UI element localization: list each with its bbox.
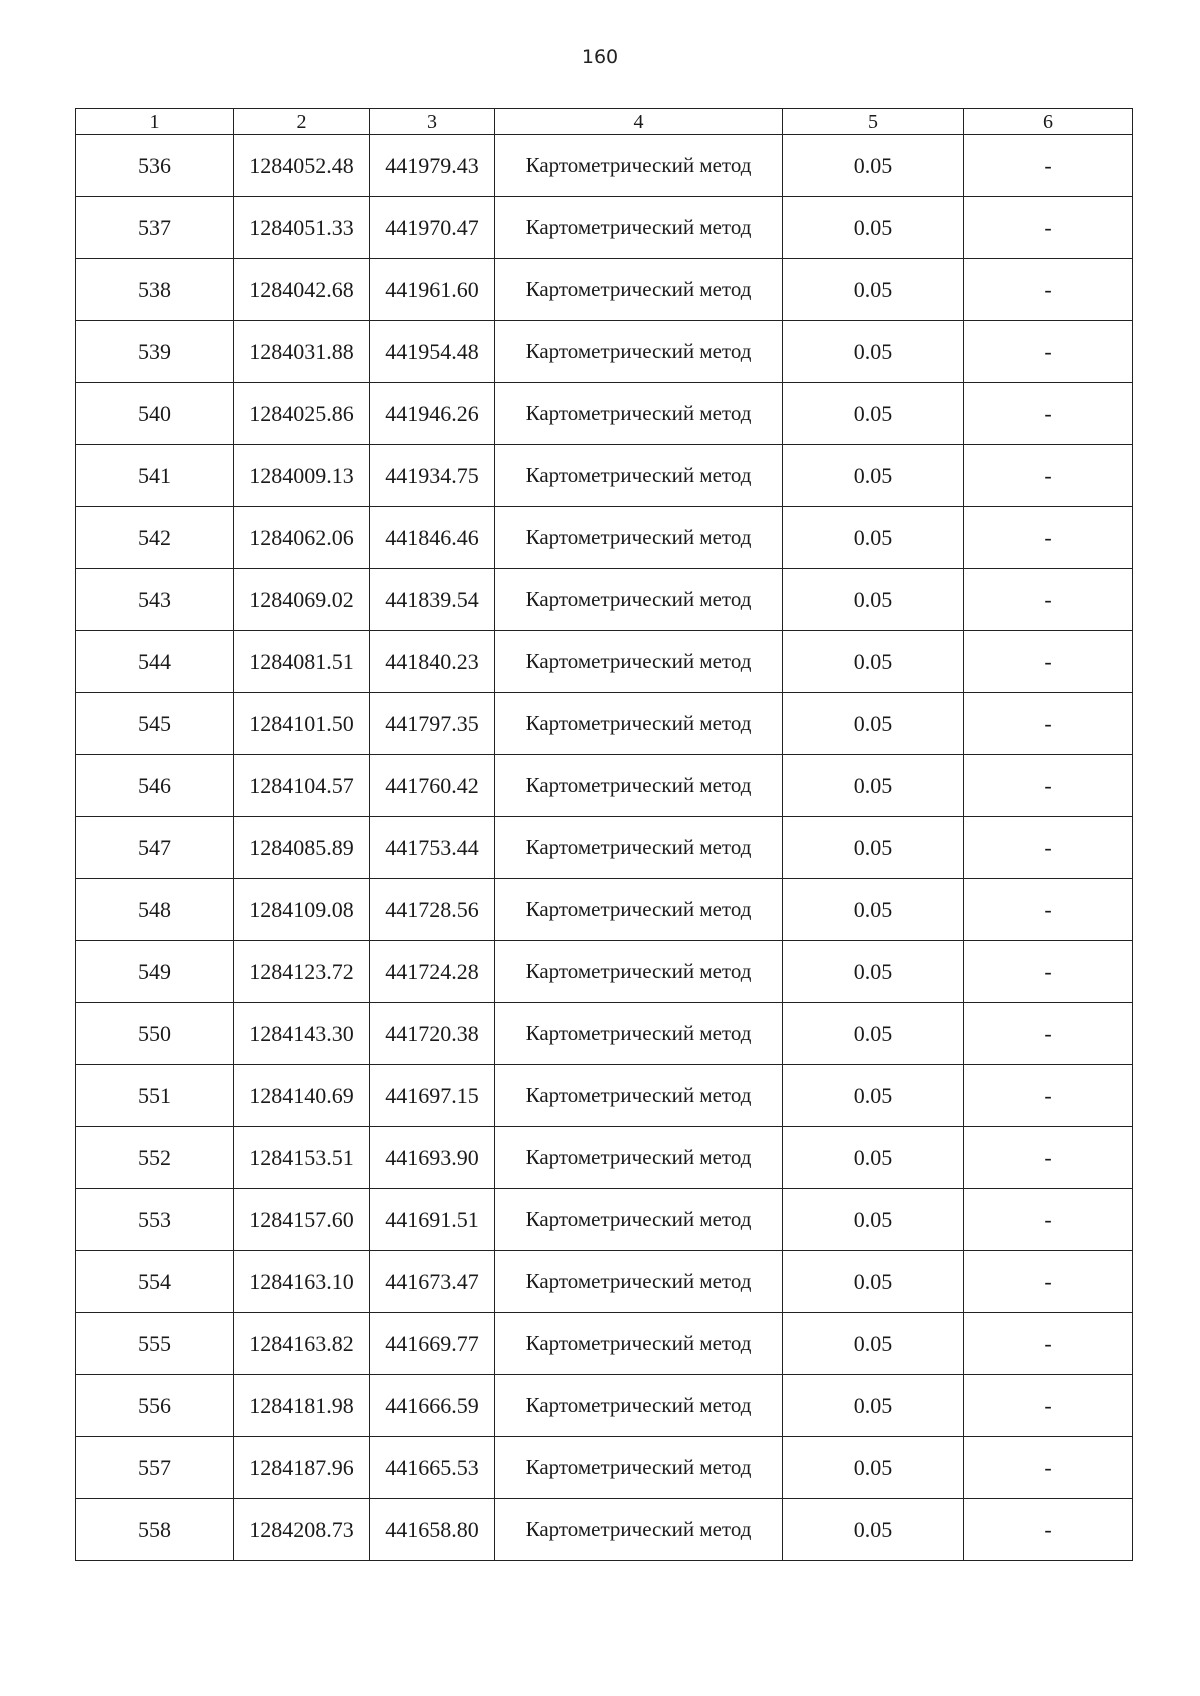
y-coordinate-cell: 441691.51 [370, 1189, 495, 1251]
accuracy-cell: 0.05 [783, 1189, 964, 1251]
table-row [76, 1313, 1133, 1375]
accuracy-cell: 0.05 [783, 259, 964, 321]
method-cell: Картометрический метод [495, 1313, 783, 1375]
note-cell: - [964, 631, 1133, 693]
y-coordinate-cell: 441720.38 [370, 1003, 495, 1065]
method-cell: Картометрический метод [495, 879, 783, 941]
note-cell: - [964, 569, 1133, 631]
point-number-cell: 554 [76, 1251, 234, 1313]
method-cell: Картометрический метод [495, 259, 783, 321]
method-cell: Картометрический метод [495, 1065, 783, 1127]
method-cell: Картометрический метод [495, 135, 783, 197]
method-cell: Картометрический метод [495, 1437, 783, 1499]
accuracy-cell: 0.05 [783, 941, 964, 1003]
accuracy-cell: 0.05 [783, 1003, 964, 1065]
x-coordinate-cell: 1284081.51 [234, 631, 370, 693]
accuracy-cell: 0.05 [783, 1065, 964, 1127]
note-cell: - [964, 1437, 1133, 1499]
method-cell: Картометрический метод [495, 1251, 783, 1313]
table-row [76, 755, 1133, 817]
accuracy-cell: 0.05 [783, 321, 964, 383]
accuracy-cell: 0.05 [783, 1251, 964, 1313]
column-header-6: 6 [964, 109, 1133, 135]
method-cell: Картометрический метод [495, 1189, 783, 1251]
point-number-cell: 547 [76, 817, 234, 879]
table-row [76, 1375, 1133, 1437]
x-coordinate-cell: 1284157.60 [234, 1189, 370, 1251]
point-number-cell: 539 [76, 321, 234, 383]
accuracy-cell: 0.05 [783, 1127, 964, 1189]
method-cell: Картометрический метод [495, 321, 783, 383]
x-coordinate-cell: 1284140.69 [234, 1065, 370, 1127]
table-row [76, 1251, 1133, 1313]
x-coordinate-cell: 1284143.30 [234, 1003, 370, 1065]
note-cell: - [964, 135, 1133, 197]
y-coordinate-cell: 441954.48 [370, 321, 495, 383]
table-row [76, 817, 1133, 879]
y-coordinate-cell: 441753.44 [370, 817, 495, 879]
note-cell: - [964, 817, 1133, 879]
point-number-cell: 545 [76, 693, 234, 755]
point-number-cell: 543 [76, 569, 234, 631]
x-coordinate-cell: 1284101.50 [234, 693, 370, 755]
note-cell: - [964, 445, 1133, 507]
point-number-cell: 541 [76, 445, 234, 507]
accuracy-cell: 0.05 [783, 1437, 964, 1499]
method-cell: Картометрический метод [495, 631, 783, 693]
accuracy-cell: 0.05 [783, 507, 964, 569]
note-cell: - [964, 879, 1133, 941]
point-number-cell: 555 [76, 1313, 234, 1375]
point-number-cell: 540 [76, 383, 234, 445]
column-header-5: 5 [783, 109, 964, 135]
note-cell: - [964, 1375, 1133, 1437]
x-coordinate-cell: 1284153.51 [234, 1127, 370, 1189]
note-cell: - [964, 1251, 1133, 1313]
x-coordinate-cell: 1284069.02 [234, 569, 370, 631]
x-coordinate-cell: 1284123.72 [234, 941, 370, 1003]
x-coordinate-cell: 1284181.98 [234, 1375, 370, 1437]
x-coordinate-cell: 1284042.68 [234, 259, 370, 321]
y-coordinate-cell: 441839.54 [370, 569, 495, 631]
point-number-cell: 558 [76, 1499, 234, 1561]
y-coordinate-cell: 441669.77 [370, 1313, 495, 1375]
table-header [76, 109, 1133, 135]
accuracy-cell: 0.05 [783, 755, 964, 817]
x-coordinate-cell: 1284052.48 [234, 135, 370, 197]
note-cell: - [964, 693, 1133, 755]
method-cell: Картометрический метод [495, 569, 783, 631]
method-cell: Картометрический метод [495, 755, 783, 817]
note-cell: - [964, 1189, 1133, 1251]
x-coordinate-cell: 1284208.73 [234, 1499, 370, 1561]
x-coordinate-cell: 1284062.06 [234, 507, 370, 569]
note-cell: - [964, 1003, 1133, 1065]
note-cell: - [964, 259, 1133, 321]
table-row [76, 1189, 1133, 1251]
point-number-cell: 544 [76, 631, 234, 693]
y-coordinate-cell: 441693.90 [370, 1127, 495, 1189]
point-number-cell: 542 [76, 507, 234, 569]
point-number-cell: 557 [76, 1437, 234, 1499]
y-coordinate-cell: 441797.35 [370, 693, 495, 755]
y-coordinate-cell: 441970.47 [370, 197, 495, 259]
table-row [76, 197, 1133, 259]
point-number-cell: 550 [76, 1003, 234, 1065]
y-coordinate-cell: 441728.56 [370, 879, 495, 941]
x-coordinate-cell: 1284031.88 [234, 321, 370, 383]
y-coordinate-cell: 441658.80 [370, 1499, 495, 1561]
method-cell: Картометрический метод [495, 445, 783, 507]
note-cell: - [964, 1499, 1133, 1561]
point-number-cell: 556 [76, 1375, 234, 1437]
table-row [76, 135, 1133, 197]
x-coordinate-cell: 1284009.13 [234, 445, 370, 507]
point-number-cell: 538 [76, 259, 234, 321]
table-row [76, 1499, 1133, 1561]
y-coordinate-cell: 441760.42 [370, 755, 495, 817]
y-coordinate-cell: 441979.43 [370, 135, 495, 197]
table-row [76, 507, 1133, 569]
accuracy-cell: 0.05 [783, 383, 964, 445]
accuracy-cell: 0.05 [783, 631, 964, 693]
table-row [76, 569, 1133, 631]
table-row [76, 879, 1133, 941]
y-coordinate-cell: 441961.60 [370, 259, 495, 321]
note-cell: - [964, 755, 1133, 817]
accuracy-cell: 0.05 [783, 135, 964, 197]
x-coordinate-cell: 1284104.57 [234, 755, 370, 817]
accuracy-cell: 0.05 [783, 445, 964, 507]
accuracy-cell: 0.05 [783, 1375, 964, 1437]
table-row [76, 1065, 1133, 1127]
table-row [76, 383, 1133, 445]
point-number-cell: 551 [76, 1065, 234, 1127]
y-coordinate-cell: 441846.46 [370, 507, 495, 569]
point-number-cell: 537 [76, 197, 234, 259]
point-number-cell: 549 [76, 941, 234, 1003]
y-coordinate-cell: 441934.75 [370, 445, 495, 507]
note-cell: - [964, 1127, 1133, 1189]
note-cell: - [964, 321, 1133, 383]
x-coordinate-cell: 1284085.89 [234, 817, 370, 879]
method-cell: Картометрический метод [495, 383, 783, 445]
y-coordinate-cell: 441724.28 [370, 941, 495, 1003]
method-cell: Картометрический метод [495, 1127, 783, 1189]
table-row [76, 693, 1133, 755]
method-cell: Картометрический метод [495, 817, 783, 879]
method-cell: Картометрический метод [495, 941, 783, 1003]
method-cell: Картометрический метод [495, 693, 783, 755]
point-number-cell: 552 [76, 1127, 234, 1189]
table-body [76, 135, 1133, 1561]
accuracy-cell: 0.05 [783, 569, 964, 631]
page-number: 160 [581, 46, 619, 68]
column-header-3: 3 [370, 109, 495, 135]
column-header-2: 2 [234, 109, 370, 135]
x-coordinate-cell: 1284025.86 [234, 383, 370, 445]
table-row [76, 445, 1133, 507]
column-header-4: 4 [495, 109, 783, 135]
table-row [76, 941, 1133, 1003]
x-coordinate-cell: 1284163.10 [234, 1251, 370, 1313]
table-row [76, 1127, 1133, 1189]
x-coordinate-cell: 1284109.08 [234, 879, 370, 941]
note-cell: - [964, 383, 1133, 445]
method-cell: Картометрический метод [495, 1003, 783, 1065]
y-coordinate-cell: 441673.47 [370, 1251, 495, 1313]
point-number-cell: 553 [76, 1189, 234, 1251]
coordinates-table [75, 108, 1133, 1561]
y-coordinate-cell: 441840.23 [370, 631, 495, 693]
x-coordinate-cell: 1284187.96 [234, 1437, 370, 1499]
method-cell: Картометрический метод [495, 1499, 783, 1561]
table-row [76, 631, 1133, 693]
accuracy-cell: 0.05 [783, 1499, 964, 1561]
table-row [76, 259, 1133, 321]
accuracy-cell: 0.05 [783, 879, 964, 941]
note-cell: - [964, 507, 1133, 569]
y-coordinate-cell: 441946.26 [370, 383, 495, 445]
point-number-cell: 536 [76, 135, 234, 197]
accuracy-cell: 0.05 [783, 693, 964, 755]
note-cell: - [964, 197, 1133, 259]
column-header-1: 1 [76, 109, 234, 135]
x-coordinate-cell: 1284051.33 [234, 197, 370, 259]
table-row [76, 1003, 1133, 1065]
note-cell: - [964, 1065, 1133, 1127]
y-coordinate-cell: 441697.15 [370, 1065, 495, 1127]
method-cell: Картометрический метод [495, 1375, 783, 1437]
table-row [76, 321, 1133, 383]
x-coordinate-cell: 1284163.82 [234, 1313, 370, 1375]
method-cell: Картометрический метод [495, 507, 783, 569]
table-row [76, 1437, 1133, 1499]
y-coordinate-cell: 441665.53 [370, 1437, 495, 1499]
accuracy-cell: 0.05 [783, 817, 964, 879]
note-cell: - [964, 941, 1133, 1003]
note-cell: - [964, 1313, 1133, 1375]
y-coordinate-cell: 441666.59 [370, 1375, 495, 1437]
point-number-cell: 548 [76, 879, 234, 941]
accuracy-cell: 0.05 [783, 1313, 964, 1375]
point-number-cell: 546 [76, 755, 234, 817]
method-cell: Картометрический метод [495, 197, 783, 259]
accuracy-cell: 0.05 [783, 197, 964, 259]
header-row [76, 109, 1133, 135]
